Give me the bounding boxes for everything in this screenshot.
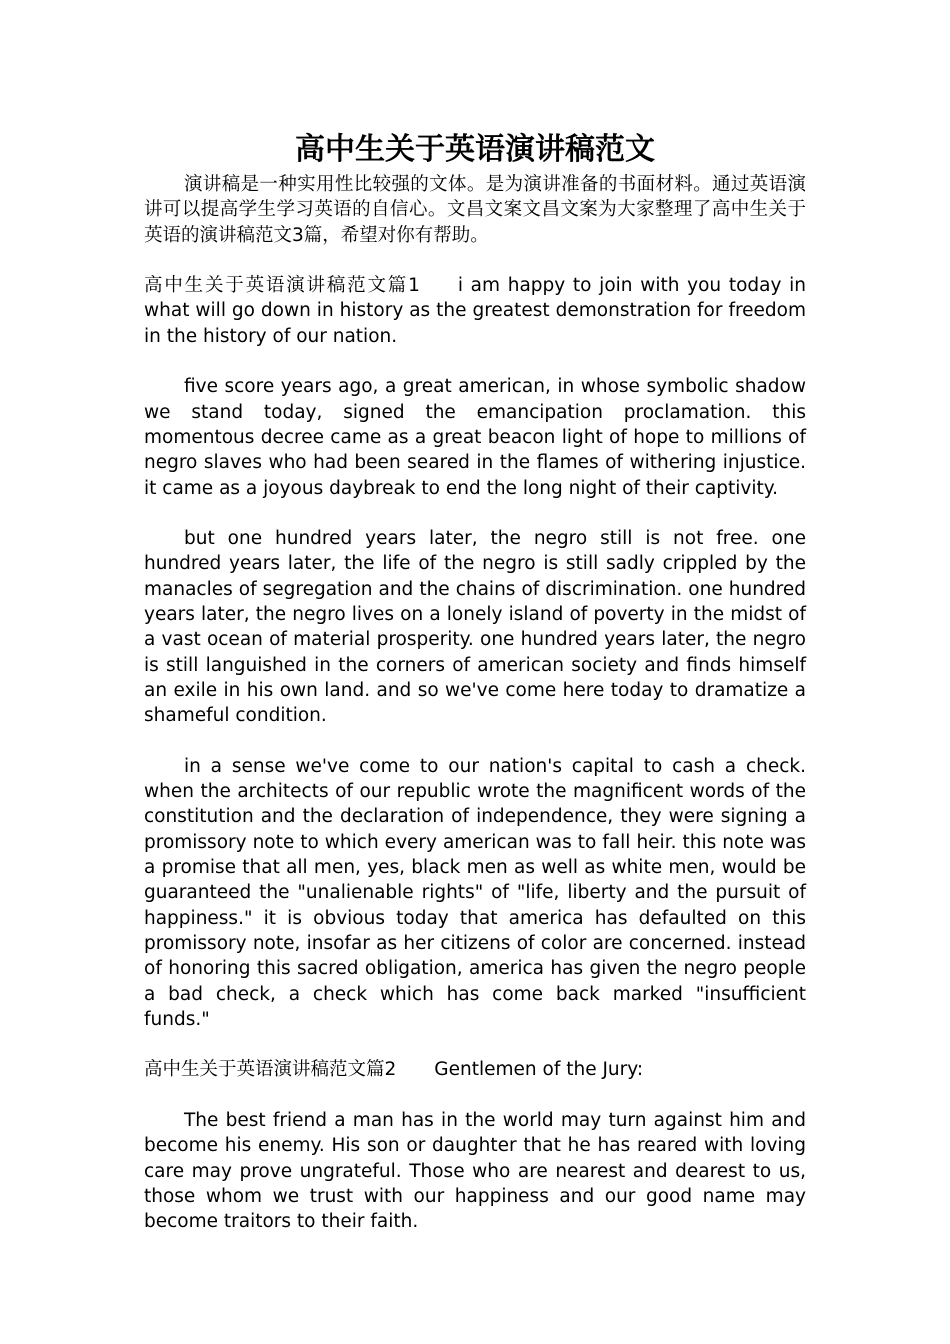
section-2-paragraph-1: The best friend a man has in the world may turn against him and become his enemy. His son or daughter that he has reared with loving care may prove ungrateful. Those who are nearest and dearest to us, those whom we trust with our happiness and our good name may become traitors to their faith. <box>144 1109 806 1233</box>
document-title: 高中生关于英语演讲稿范文 <box>295 132 655 167</box>
section-1-heading: 高中生关于英语演讲稿范文篇1 <box>144 275 420 297</box>
section-1-first-paragraph <box>144 273 806 349</box>
section-1-paragraph-2: but one hundred years later, the negro still is not free. one hundred years later, the life of the negro is still sadly crippled by the manacles of segregation and the chains of discrimination. one hundred years later, the negro lives on a lonely island of poverty in the midst of a vast ocean of material prosperity. one hundred years later, the negro is still languished in the corners of american society and finds himself an exile in his own land. and so we've come here today to dramatize a shameful condition. <box>144 528 806 727</box>
document-page <box>144 128 806 1234</box>
section-1-lead-text: i am happy to join with you today in what will go down in history as the greatest demonstration for freedom in the history of our nation. <box>144 275 806 347</box>
section-1-paragraph-1: five score years ago, a great american, in whose symbolic shadow we stand today, signed the emancipation proclamation. this momentous decree came as a great beacon light of hope to millions of negro slaves who had been seared in the flames of withering injustice. it came as a joyous daybreak to end the long night of their captivity. <box>144 376 806 499</box>
section-2-heading: 高中生关于英语演讲稿范文篇2 <box>144 1059 397 1081</box>
section-2-lead-text: Gentlemen of the Jury: <box>434 1059 644 1081</box>
section-1-paragraph-3: in a sense we've come to our nation's capital to cash a check. when the architects of our republic wrote the magnificent words of the constitution and the declaration of independence, they were signing a promissory note to which every american was to fall heir. this note was a promise that all men, yes, black men as well as white men, would be guaranteed the "unalienable rights" of "life, liberty and the pursuit of happiness." it is obvious today that america has defaulted on this promissory note, insofar as her citizens of color are concerned. instead of honoring this sacred obligation, america has given the negro people a bad check, a check which has come back marked "insufficient funds." <box>144 755 806 1030</box>
intro-paragraph: 演讲稿是一种实用性比较强的文体。是为演讲准备的书面材料。通过英语演讲可以提高学生学习英语的自信心。文昌文案文昌文案为大家整理了高中生关于英语的演讲稿范文3篇，希望对你有帮助。 <box>144 174 806 246</box>
section-2-first-paragraph <box>144 1057 806 1082</box>
